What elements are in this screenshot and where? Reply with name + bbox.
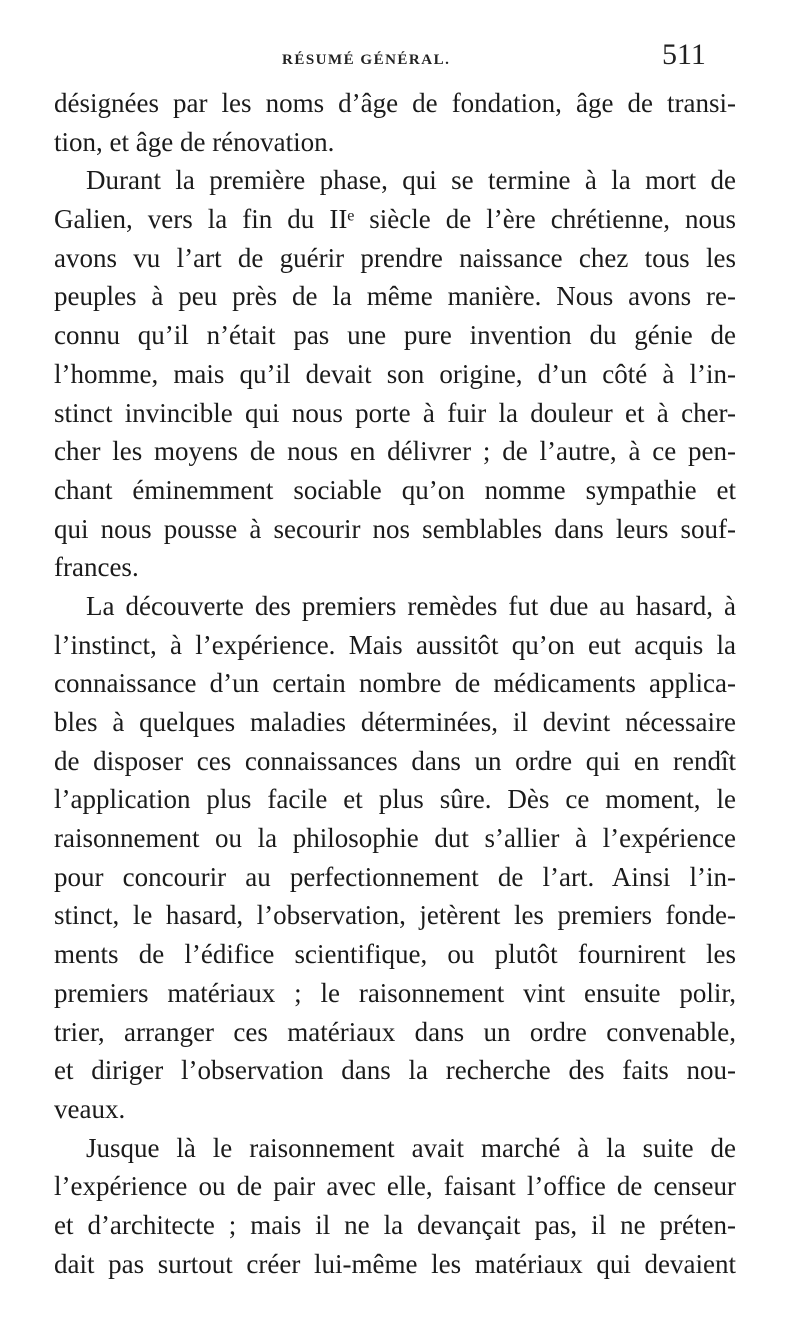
text-line: Durant la première phase, qui se termine à la mort de bbox=[86, 165, 736, 196]
text-line: l’application plus facile et plus sûre. Dès ce moment, le bbox=[54, 784, 736, 815]
text-line: Jusque là le raisonnement avait marché à la suite de bbox=[86, 1132, 736, 1163]
body-text bbox=[54, 84, 736, 1283]
text-line: l’expérience ou de pair avec elle, faisant l’office de censeur bbox=[54, 1171, 736, 1202]
page-number: 511 bbox=[662, 38, 706, 71]
text-line: Galien, vers la fin du IIᵉ siècle de l’ère chrétienne, nous bbox=[54, 204, 736, 235]
text-line: de disposer ces connaissances dans un ordre qui en rendît bbox=[54, 745, 736, 776]
text-line: avons vu l’art de guérir prendre naissance chez tous les bbox=[54, 242, 736, 273]
text-line: peuples à peu près de la même manière. Nous avons re- bbox=[54, 281, 736, 312]
page-header bbox=[0, 38, 800, 80]
text-line: bles à quelques maladies déterminées, il devint nécessaire bbox=[54, 707, 736, 737]
text-line: veaux. bbox=[54, 1093, 126, 1124]
text-line: qui nous pousse à secourir nos semblables dans leurs souf- bbox=[54, 513, 736, 544]
text-line: l’instinct, à l’expérience. Mais aussitôt qu’on eut acquis la bbox=[54, 629, 736, 660]
text-line: premiers matériaux ; le raisonnement vint ensuite polir, bbox=[54, 977, 736, 1008]
text-line: chant éminemment sociable qu’on nomme sympathie et bbox=[54, 474, 736, 505]
text-line: pour concourir au perfectionnement de l’art. Ainsi l’in- bbox=[54, 861, 736, 892]
text-line: frances. bbox=[54, 552, 139, 583]
text-line: désignées par les noms d’âge de fondation, âge de transi- bbox=[54, 88, 736, 118]
text-line: tion, et âge de rénovation. bbox=[54, 126, 335, 157]
running-title: RÉSUMÉ GÉNÉRAL. bbox=[282, 52, 451, 68]
text-line: ments de l’édifice scientifique, ou plutôt fournirent les bbox=[54, 939, 736, 970]
text-line: et diriger l’observation dans la recherche des faits nou- bbox=[54, 1055, 736, 1086]
text-line: l’homme, mais qu’il devait son origine, d’un côté à l’in- bbox=[54, 358, 736, 389]
text-line: raisonnement ou la philosophie dut s’allier à l’expérience bbox=[54, 823, 736, 854]
text-line: trier, arranger ces matériaux dans un ordre convenable, bbox=[54, 1016, 736, 1047]
text-line: stinct invincible qui nous porte à fuir la douleur et à cher- bbox=[54, 397, 736, 428]
text-line: connu qu’il n’était pas une pure invention du génie de bbox=[54, 320, 736, 351]
text-line: connaissance d’un certain nombre de médicaments applica- bbox=[54, 668, 736, 699]
text-line: dait pas surtout créer lui-même les matériaux qui devaient bbox=[54, 1248, 736, 1279]
text-line: La découverte des premiers remèdes fut due au hasard, à bbox=[86, 590, 736, 621]
text-line: cher les moyens de nous en délivrer ; de l’autre, à ce pen- bbox=[54, 436, 736, 467]
text-line: stinct, le hasard, l’observation, jetèrent les premiers fonde- bbox=[54, 900, 736, 931]
text-line: et d’architecte ; mais il ne la devançait pas, il ne préten- bbox=[54, 1209, 736, 1240]
